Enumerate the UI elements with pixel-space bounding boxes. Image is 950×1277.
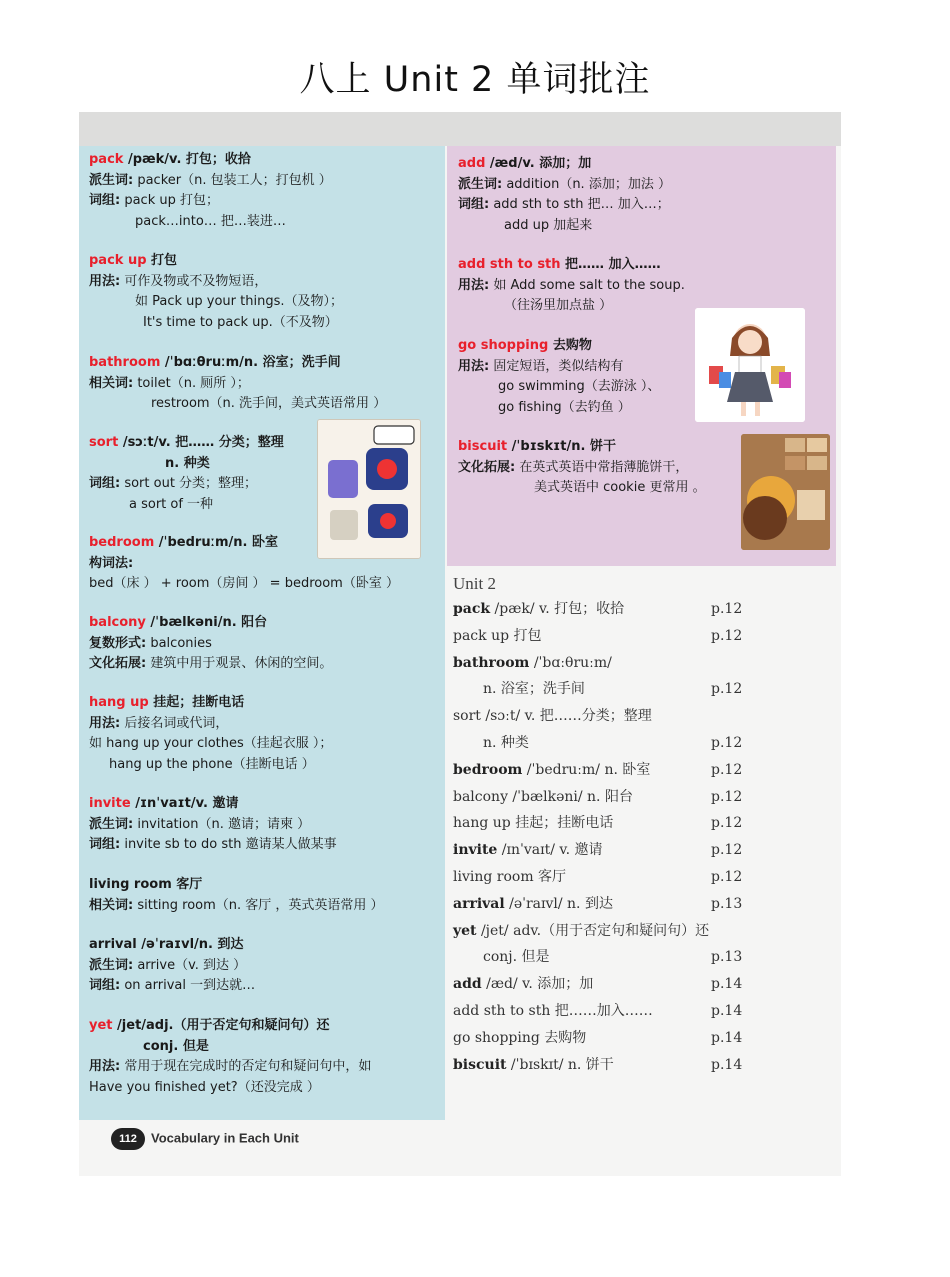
unit-glossary: [453, 574, 833, 1078]
headword: arrival: [89, 937, 137, 952]
glossary-page-ref: p.14: [711, 1002, 743, 1019]
glossary-headword: invite: [453, 842, 498, 859]
note-line: 如 Add some salt to the soup.: [489, 277, 685, 293]
entry-arrival: [89, 935, 255, 997]
label: 派生词:: [89, 816, 134, 832]
glossary-page-ref: p.12: [711, 627, 743, 644]
note-line: addition（n. 添加；加法 ）: [502, 176, 671, 192]
entry-pack-up: [89, 251, 343, 333]
note-line: packer（n. 包装工人；打包机 ）: [133, 172, 332, 188]
glossary-headword: add: [453, 976, 482, 993]
note-line: balconies: [146, 635, 212, 651]
shopping-girl-illustration: [695, 308, 805, 422]
pronunciation: /əˈraɪvl/n. 到达: [136, 937, 244, 952]
headword: go shopping: [458, 338, 549, 353]
headword: yet: [89, 1018, 113, 1033]
glossary-row: [453, 1052, 833, 1079]
entry-yet: [89, 1016, 371, 1098]
note-line: Have you finished yet?（还没完成 ）: [89, 1079, 320, 1095]
glossary-definition: /æd/ v. 添加；加: [481, 976, 594, 993]
entry-go-shopping: [458, 336, 660, 418]
note-line: go fishing（去钓鱼 ）: [498, 399, 631, 415]
entry-hang-up: [89, 693, 332, 775]
glossary-title: Unit 2: [453, 574, 496, 593]
pronunciation: /jet/adj.（用于否定句和疑问句）还: [112, 1018, 330, 1033]
entry-add: [458, 154, 671, 236]
entry-living-room: [89, 875, 384, 916]
glossary-page-ref: p.14: [711, 976, 743, 993]
pronunciation: 客厅: [171, 877, 203, 892]
label: 文化拓展:: [89, 656, 147, 671]
glossary-page-ref: p.12: [711, 842, 743, 859]
glossary-definition: pack up 打包: [453, 627, 542, 644]
glossary-row: [453, 864, 833, 891]
label: 用法:: [89, 273, 121, 289]
glossary-page-ref: p.12: [711, 601, 743, 617]
headword: pack: [89, 152, 124, 167]
note-line: sitting room（n. 客厅 ，英式英语常用 ）: [133, 897, 384, 913]
glossary-page-ref: p.12: [711, 681, 743, 698]
glossary-row: [453, 784, 833, 811]
note-line: invitation（n. 邀请；请柬 ）: [133, 816, 311, 832]
glossary-row: [453, 998, 833, 1025]
glossary-definition: conj. 但是: [483, 949, 550, 966]
glossary-definition: sort /sɔːt/ v. 把……分类；整理: [453, 708, 652, 725]
note-line: pack…into… 把…装进…: [135, 213, 286, 229]
glossary-definition: n. 种类: [483, 734, 529, 751]
note-line: a sort of 一种: [129, 496, 214, 512]
glossary-definition: /əˈraɪvl/ n. 到达: [504, 895, 613, 912]
note-line: invite sb to do sth 邀请某人做某事: [120, 837, 337, 852]
pronunciation: /ɪnˈvaɪt/v. 邀请: [130, 796, 239, 811]
glossary-definition: /ˈbɑːθruːm/: [529, 654, 612, 671]
note-line: go swimming（去游泳 ）、: [498, 379, 661, 394]
footer-text: Vocabulary in Each Unit: [151, 1130, 299, 1146]
glossary-row: [453, 918, 833, 945]
label: 词组:: [89, 837, 121, 852]
glossary-row: [453, 1025, 833, 1052]
note-line: pack up 打包；: [120, 193, 219, 208]
glossary-page-ref: p.14: [711, 1056, 743, 1073]
pronunciation: 打包: [146, 253, 178, 268]
glossary-definition: /pæk/ v. 打包；收拾: [490, 601, 625, 617]
glossary-page-ref: p.13: [711, 949, 743, 966]
entry-add-sth-to-sth: [458, 255, 685, 317]
note-line: toilet（n. 厕所 ）；: [133, 375, 250, 391]
pronunciation: /ˈbælkəni/n. 阳台: [145, 615, 268, 630]
note-line: add sth to sth 把… 加入…；: [489, 197, 670, 212]
glossary-row: [453, 703, 833, 730]
pronunciation: /æd/v. 添加；加: [485, 156, 592, 171]
glossary-definition: go shopping 去购物: [453, 1029, 587, 1046]
note-line: 如 Pack up your things.（及物）；: [135, 294, 343, 309]
headword: add sth to sth: [458, 257, 561, 272]
glossary-page-ref: p.12: [711, 868, 743, 885]
glossary-headword: bathroom: [453, 654, 530, 671]
glossary-definition: /jet/ adv.（用于否定句和疑问句）还: [476, 922, 710, 939]
glossary-page-ref: p.13: [711, 895, 743, 912]
label: 派生词:: [458, 176, 503, 192]
label: 用法:: [89, 1059, 121, 1074]
pronunciation: /ˈbɪskɪt/n. 饼干: [507, 439, 616, 454]
label: 构词法:: [89, 555, 134, 571]
note-line: n. 种类: [165, 455, 210, 471]
vocabulary-page: [79, 112, 841, 1176]
shopping-girl-icon: [695, 308, 805, 422]
entry-bedroom: [89, 533, 399, 595]
headword: bathroom: [89, 355, 161, 370]
biscuits-photo: [741, 434, 830, 550]
pronunciation: 挂起；挂断电话: [148, 695, 245, 710]
glossary-list: [453, 596, 833, 1078]
label: 用法:: [458, 358, 490, 374]
glossary-row: [453, 676, 833, 703]
glossary-row: [453, 596, 833, 623]
note-line: 可作及物或不及物短语，: [120, 273, 268, 289]
pronunciation: 去购物: [548, 338, 592, 353]
note-line: It's time to pack up.（不及物）: [143, 314, 338, 330]
note-line: on arrival 一到达就…: [120, 978, 256, 993]
label: 相关词:: [89, 375, 134, 391]
glossary-page-ref: p.12: [711, 761, 743, 778]
label: 派生词:: [89, 172, 134, 188]
glossary-row: [453, 623, 833, 650]
pronunciation: /pæk/v. 打包；收拾: [123, 152, 251, 167]
glossary-definition: n. 浴室；洗手间: [483, 681, 585, 698]
note-line: add up 加起来: [504, 217, 593, 233]
glossary-row: [453, 810, 833, 837]
page-number-badge: 112: [111, 1128, 145, 1150]
note-line: arrive（v. 到达 ）: [133, 957, 247, 973]
pronunciation: /ˈbɑːθruːm/n. 浴室；洗手间: [160, 355, 341, 370]
glossary-headword: arrival: [453, 895, 505, 912]
page-title: 八上 Unit 2 单词批注: [299, 60, 651, 100]
label: 词组:: [89, 978, 121, 993]
glossary-definition: hang up 挂起；挂断电话: [453, 815, 614, 832]
glossary-definition: living room 客厅: [453, 868, 567, 885]
note-line: 建筑中用于观景、休闲的空间。: [146, 656, 333, 671]
glossary-row: [453, 650, 833, 677]
note-line: sort out 分类；整理；: [120, 476, 258, 491]
entry-balcony: [89, 613, 332, 675]
glossary-page-ref: p.12: [711, 815, 743, 832]
glossary-definition: /ˈbɪskɪt/ n. 饼干: [506, 1056, 614, 1073]
glossary-row: [453, 730, 833, 757]
pronunciation: /ˈbedruːm/n. 卧室: [154, 535, 278, 550]
label: 用法:: [458, 277, 490, 293]
glossary-headword: yet: [453, 922, 477, 939]
entry-sort: [89, 433, 284, 515]
note-line: conj. 但是: [143, 1038, 209, 1054]
headword: add: [458, 156, 486, 171]
note-line: 固定短语，类似结构有: [489, 358, 624, 374]
biscuit-icon: [741, 434, 830, 550]
glossary-definition: /ɪnˈvaɪt/ v. 邀请: [497, 842, 603, 859]
glossary-page-ref: p.12: [711, 788, 743, 805]
headword: invite: [89, 796, 131, 811]
glossary-row: [453, 971, 833, 998]
top-band: [79, 112, 841, 146]
pronunciation: /sɔːt/v. 把…… 分类；整理: [118, 435, 284, 450]
entry-biscuit: [458, 437, 706, 499]
note-line: bed（床 ） + room（房间 ） = bedroom（卧室 ）: [89, 576, 399, 591]
headword: pack up: [89, 253, 147, 268]
glossary-headword: pack: [453, 601, 491, 617]
glossary-row: [453, 944, 833, 971]
headword: living room: [89, 877, 172, 892]
glossary-row: [453, 757, 833, 784]
note-line: （往汤里加点盐 ）: [504, 298, 613, 313]
note-line: 常用于现在完成时的否定句和疑问句中，如: [120, 1059, 372, 1074]
headword: balcony: [89, 615, 146, 630]
label: 相关词:: [89, 897, 134, 913]
label: 词组:: [89, 193, 121, 208]
glossary-row: [453, 837, 833, 864]
label: 派生词:: [89, 957, 134, 973]
glossary-page-ref: p.14: [711, 1029, 743, 1046]
glossary-page-ref: p.12: [711, 734, 743, 751]
headword: sort: [89, 435, 119, 450]
note-line: 在英式英语中常指薄脆饼干，: [515, 459, 689, 475]
note-line: 如 hang up your clothes（挂起衣服 ）；: [89, 736, 333, 751]
glossary-headword: bedroom: [453, 761, 523, 778]
label: 复数形式:: [89, 635, 147, 651]
label: 词组:: [89, 476, 121, 491]
entry-bathroom: [89, 353, 386, 415]
glossary-headword: biscuit: [453, 1056, 507, 1073]
label: 词组:: [458, 197, 490, 212]
note-line: 美式英语中 cookie 更常用 。: [534, 480, 706, 495]
headword: biscuit: [458, 439, 508, 454]
label: 用法:: [89, 715, 121, 731]
headword: bedroom: [89, 535, 155, 550]
glossary-definition: add sth to sth 把……加入……: [453, 1002, 653, 1019]
entry-pack: [89, 150, 332, 232]
note-line: restroom（n. 洗手间，美式英语常用 ）: [151, 396, 387, 411]
glossary-definition: /ˈbedruːm/ n. 卧室: [522, 761, 651, 778]
glossary-definition: balcony /ˈbælkəni/ n. 阳台: [453, 788, 633, 805]
pronunciation: 把…… 加入……: [560, 257, 661, 272]
page-footer: [111, 1128, 299, 1152]
note-line: 后接名词或代词，: [120, 715, 229, 731]
note-line: hang up the phone（挂断电话 ）: [109, 756, 315, 772]
headword: hang up: [89, 695, 149, 710]
label: 文化拓展:: [458, 459, 516, 475]
entry-invite: [89, 794, 337, 856]
glossary-row: [453, 891, 833, 918]
